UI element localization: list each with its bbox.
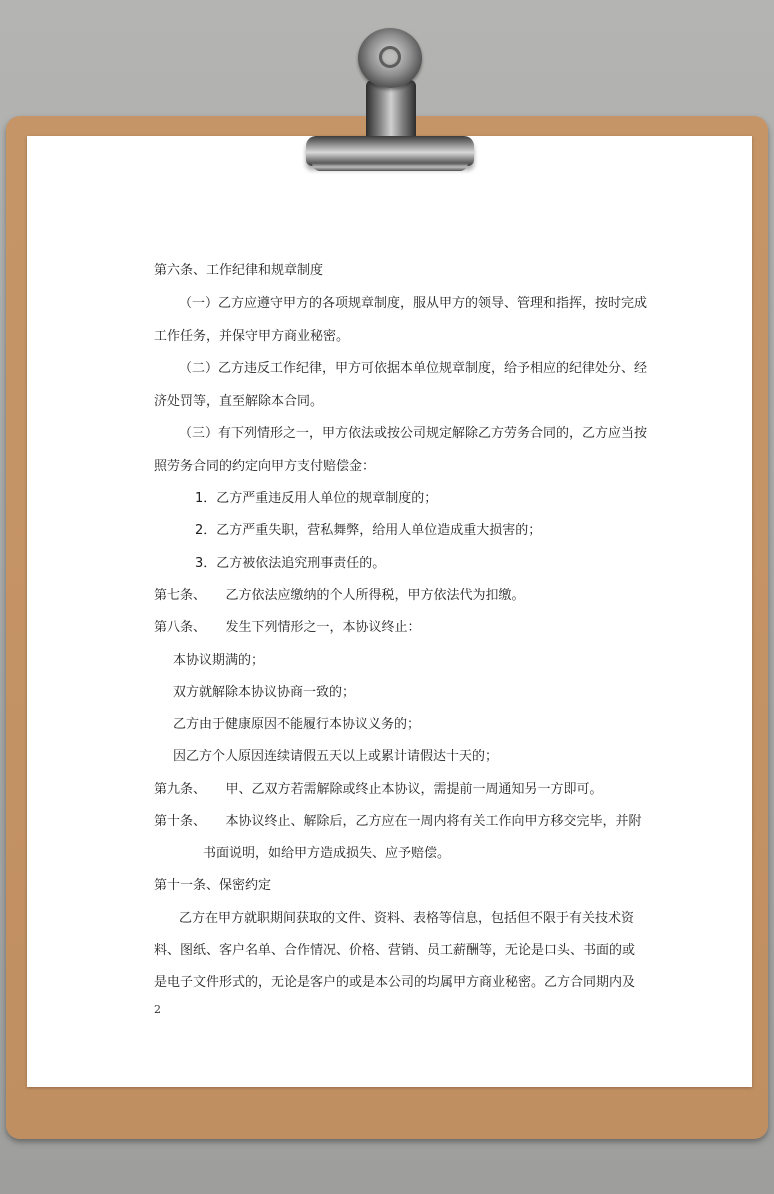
page-number: 2 <box>154 1003 161 1016</box>
list-item: 因乙方个人原因连续请假五天以上或累计请假达十天的； <box>173 749 499 764</box>
heading-article-7: 第七条、 乙方依法应缴纳的个人所得税，甲方依法代为扣缴。 <box>154 588 525 603</box>
list-item: 3．乙方被依法追究刑事责任的。 <box>195 556 386 571</box>
heading-article-10: 第十条、 本协议终止、解除后，乙方应在一周内将有关工作向甲方移交完毕，并附 <box>154 814 642 829</box>
list-item: 1．乙方严重违反用人单位的规章制度的； <box>195 491 438 506</box>
heading-article-9: 第九条、 甲、乙双方若需解除或终止本协议，需提前一周通知另一方即可。 <box>154 782 603 797</box>
paragraph-line: （三）有下列情形之一，甲方依法或按公司规定解除乙方劳务合同的，乙方应当按 <box>179 426 648 441</box>
paragraph-line: （一）乙方应遵守甲方的各项规章制度，服从甲方的领导、管理和指挥，按时完成 <box>179 296 648 311</box>
heading-article-11: 第十一条、保密约定 <box>154 878 272 893</box>
list-item: 2．乙方严重失职，营私舞弊，给用人单位造成重大损害的； <box>195 523 542 538</box>
clip-arm <box>366 80 416 142</box>
paragraph-line: 是电子文件形式的，无论是客户的或是本公司的均属甲方商业秘密。乙方合同期内及 <box>154 975 636 990</box>
paragraph-line: 书面说明，如给甲方造成损失、应予赔偿。 <box>203 846 451 861</box>
paragraph-line: 照劳务合同的约定向甲方支付赔偿金： <box>154 459 376 474</box>
heading-article-6: 第六条、工作纪律和规章制度 <box>154 263 324 278</box>
paragraph-line: 料、图纸、客户名单、合作情况、价格、营销、员工薪酬等，无论是口头、书面的或 <box>154 943 636 958</box>
clip-ring-icon <box>358 28 422 88</box>
paragraph-line: （二）乙方违反工作纪律，甲方可依据本单位规章制度，给予相应的纪律处分、经 <box>179 361 648 376</box>
paragraph-line: 工作任务，并保守甲方商业秘密。 <box>154 329 350 344</box>
list-item: 本协议期满的； <box>173 653 265 668</box>
paragraph-line: 乙方在甲方就职期间获取的文件、资料、表格等信息，包括但不限于有关技术资 <box>179 911 635 926</box>
paragraph-line: 济处罚等，直至解除本合同。 <box>154 394 324 409</box>
heading-article-8: 第八条、 发生下列情形之一，本协议终止： <box>154 620 421 635</box>
list-item: 双方就解除本协议协商一致的； <box>173 685 356 700</box>
clip-plate <box>306 136 474 166</box>
list-item: 乙方由于健康原因不能履行本协议义务的； <box>173 717 421 732</box>
